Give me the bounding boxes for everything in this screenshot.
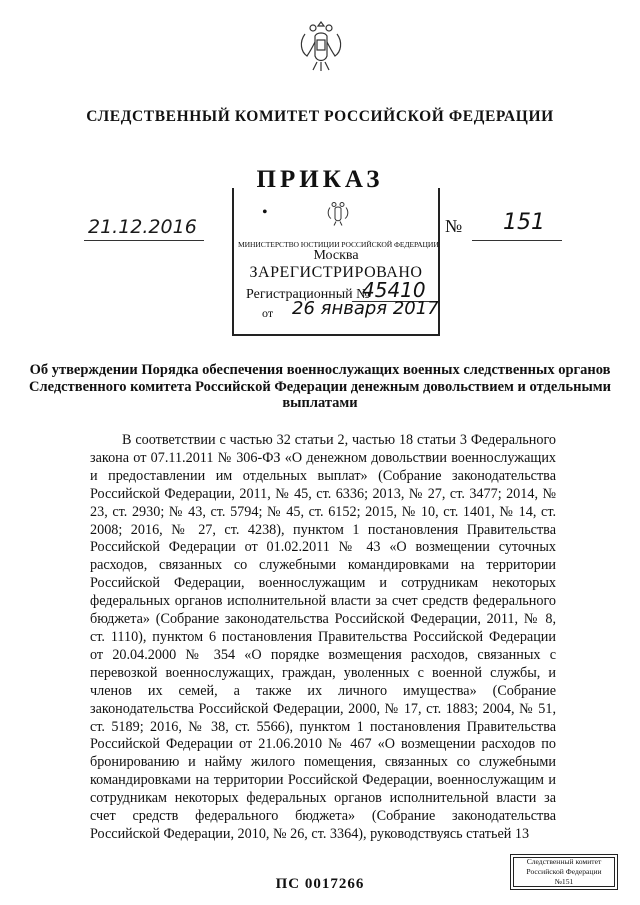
registration-stamp [232, 188, 440, 336]
stamp-reg-date-text: 26 января 2017 [292, 298, 439, 319]
order-body [90, 432, 556, 844]
state-emblem-icon [297, 16, 345, 74]
form-serial: ПС 0017266 [275, 876, 365, 892]
stamp-reg-label: Регистрационный № [246, 287, 370, 302]
stamp-reg-date [280, 298, 439, 319]
number-underline [472, 240, 562, 241]
date-underline [84, 240, 204, 241]
issuer-stamp-line2: Российской Федерации [526, 867, 602, 876]
order-number: 151 [503, 210, 545, 235]
order-date: 21.12.2016 [88, 216, 197, 238]
body-paragraph: В соответствии с частью 32 статьи 2, частью 18 статьи 3 Федерального закона от 07.11.2011 № 306-ФЗ «О денежном довольствии военнослужащих и предоставлении им отдельных выплат» (Собрание законодательства Российской Федерации, 2011, № 45, ст. 6336; 2013, № 27, ст. 3477; 2014, № 23, ст. 2930; № 43, ст. 5794; № 45, ст. 6152; 2015, № 10, ст. 1401, № 14, ст. 2008; 2016, № 27, ст. 4238), пунктом 1 постановления Правительства Российской Федерации от 01.02.2011 № 43 «О возмещении суточных расходов, связанных со служебными командировками на территории Российской Федерации, военнослужащим и сотрудникам некоторых федеральных органов исполнительной власти за счет средств федерального бюджета» (Собрание законодательства Российской Федерации, 2011, № 8, ст. 1110), пунктом 6 постановления Правительства Российской Федерации от 20.04.2000 № 354 «О порядке возмещения расходов, связанных с перевозкой военнослужащих, граждан, уволенных с военной службы, и членов их семей, а также их личного имущества» (Собрание законодательства Российской Федерации, 2000, № 17, ст. 1883; 2004, № 51, ст. 5189; 2016, № 38, ст. 5566), пунктом 1 постановления Правительства Российской Федерации от 21.06.2010 № 467 «О возмещении расходов по бронированию и найму жилого помещения, связанных со служебными командировками на территории Российской Федерации, военнослужащим и сотрудникам некоторых федеральных органов исполнительной власти за счет средств федерального бюджета» (Собрание законодательства Российской Федерации, 2010, № 26, ст. 3364), руководствуясь статьей 13 [90, 432, 556, 842]
stamp-reg-number: 45410 [362, 278, 426, 302]
issuer-stamp-line1: Следственный комитет [526, 857, 602, 866]
order-subject: Об утверждении Порядка обеспечения военнослужащих военных следственных органов Следственного комитета Российской Федерации денежным довольствием и отдельными выплатами [29, 362, 611, 411]
agency-name: СЛЕДСТВЕННЫЙ КОМИТЕТ РОССИЙСКОЙ ФЕДЕРАЦИИ [86, 108, 554, 125]
document-title: ПРИКАЗ [256, 166, 384, 193]
stamp-date-prefix: от [262, 306, 274, 320]
stamp-dot: • [262, 204, 268, 221]
stamp-emblem-icon [326, 198, 350, 228]
issuer-stamp-line3: №151 [554, 877, 574, 886]
stamp-city: Москва [313, 248, 359, 263]
stamp-status: ЗАРЕГИСТРИРОВАНО [249, 264, 423, 281]
number-label: № [445, 216, 463, 236]
stamp-ministry: МИНИСТЕРСТВО ЮСТИЦИИ РОССИЙСКОЙ ФЕДЕРАЦИИ [238, 240, 439, 249]
